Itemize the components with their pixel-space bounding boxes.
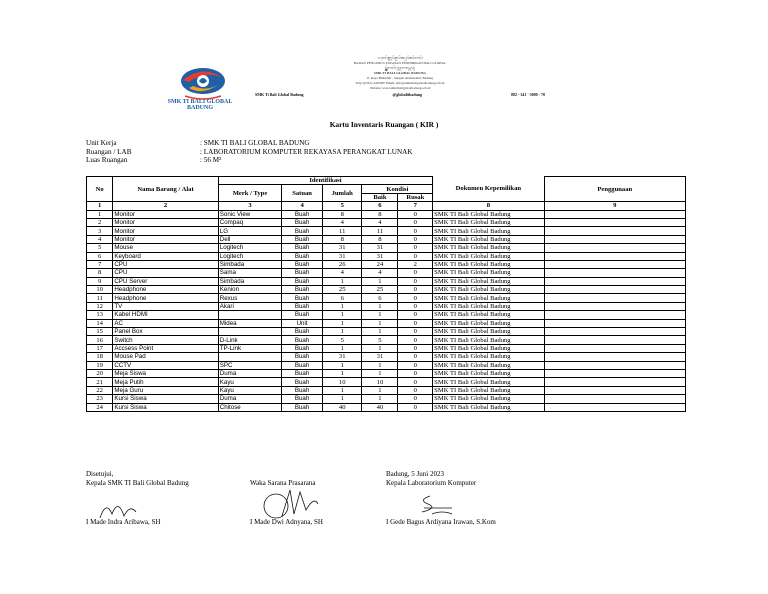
cell-use xyxy=(544,235,685,243)
cell-name: AC xyxy=(113,319,218,327)
col-number: 7 xyxy=(398,202,433,210)
cell-use xyxy=(544,244,685,252)
table-row xyxy=(87,277,686,285)
cell-name: Meja Guru xyxy=(113,386,218,394)
header-name: Nama Barang / Alat xyxy=(113,177,218,202)
cell-brand: Dell xyxy=(218,235,281,243)
cell-good: 10 xyxy=(362,378,398,386)
cell-unit: Buah xyxy=(282,353,323,361)
cell-name: Switch xyxy=(113,336,218,344)
cell-name: Meja Putih xyxy=(113,378,218,386)
cell-good: 11 xyxy=(362,227,398,235)
area-label: Luas Ruangan xyxy=(86,156,128,165)
cell-bad: 0 xyxy=(398,378,433,386)
table-row xyxy=(87,378,686,386)
cell-unit: Buah xyxy=(282,302,323,310)
cell-no: 24 xyxy=(87,403,113,411)
cell-unit: Buah xyxy=(282,252,323,260)
cell-qty: 4 xyxy=(322,269,362,277)
header-qty: Jumlah xyxy=(322,185,362,202)
cell-no: 2 xyxy=(87,218,113,226)
cell-brand: Chitose xyxy=(218,403,281,411)
cell-qty: 1 xyxy=(322,395,362,403)
cell-brand: LG xyxy=(218,227,281,235)
room-value: : LABORATORIUM KOMPUTER REKAYASA PERANGKAT LUNAK xyxy=(200,147,413,156)
header-condition: Kondisi xyxy=(362,185,433,193)
cell-brand: Rexus xyxy=(218,294,281,302)
cell-brand: Kayu xyxy=(218,378,281,386)
cell-good: 1 xyxy=(362,302,398,310)
cell-bad: 0 xyxy=(398,252,433,260)
cell-brand: Logitech xyxy=(218,252,281,260)
cell-qty: 1 xyxy=(322,302,362,310)
cell-good: 31 xyxy=(362,244,398,252)
header-identification: Identifikasi xyxy=(218,177,432,185)
cell-doc: SMK TI Bali Global Badung xyxy=(433,294,544,302)
cell-bad: 0 xyxy=(398,336,433,344)
cell-good: 1 xyxy=(362,319,398,327)
page-title: Kartu Inventaris Ruangan ( KIR ) xyxy=(329,120,439,129)
cell-bad: 0 xyxy=(398,361,433,369)
table-row xyxy=(87,369,686,377)
cell-doc: SMK TI Bali Global Badung xyxy=(433,361,544,369)
letterhead-line: ᬲ᭄ᬫ᭄ᬓ᭄ᬢᬶᬩᬮᬶᬕ᭄ᬮᭀᬩᬮ᭄ᬩᬤᬸᬂ xyxy=(385,66,415,70)
cell-unit: Buah xyxy=(282,361,323,369)
cell-good: 1 xyxy=(362,311,398,319)
cell-bad: 0 xyxy=(398,210,433,218)
cell-bad: 0 xyxy=(398,328,433,336)
room-label: Ruangan / LAB xyxy=(86,147,132,156)
cell-unit: Buah xyxy=(282,311,323,319)
cell-name: Accsess Point xyxy=(113,344,218,352)
lab-head-title: Kepala Laboratorium Komputer xyxy=(386,478,477,487)
cell-name: Headphone xyxy=(113,286,218,294)
letterhead-line: Website: www.smktibaliglobalbadung.sch.id xyxy=(369,86,431,90)
cell-brand: Duma xyxy=(218,369,281,377)
cell-unit: Buah xyxy=(282,294,323,302)
cell-no: 23 xyxy=(87,395,113,403)
cell-unit: Buah xyxy=(282,227,323,235)
inventory-table xyxy=(86,176,686,412)
cell-no: 1 xyxy=(87,210,113,218)
cell-brand xyxy=(218,311,281,319)
cell-qty: 1 xyxy=(322,311,362,319)
cell-unit: Buah xyxy=(282,235,323,243)
cell-bad: 0 xyxy=(398,344,433,352)
table-row xyxy=(87,252,686,260)
cell-use xyxy=(544,286,685,294)
table-row xyxy=(87,210,686,218)
cell-brand: D-Link xyxy=(218,336,281,344)
cell-name: Keyboard xyxy=(113,252,218,260)
table-row xyxy=(87,361,686,369)
table-row xyxy=(87,286,686,294)
cell-doc: SMK TI Bali Global Badung xyxy=(433,369,544,377)
cell-use xyxy=(544,277,685,285)
cell-qty: 40 xyxy=(322,403,362,411)
table-row xyxy=(87,344,686,352)
cell-brand: SPC xyxy=(218,361,281,369)
table-row xyxy=(87,403,686,411)
cell-good: 5 xyxy=(362,336,398,344)
table-row xyxy=(87,235,686,243)
cell-qty: 1 xyxy=(322,344,362,352)
cell-bad: 2 xyxy=(398,260,433,268)
cell-name: Kabel HDMI xyxy=(113,311,218,319)
signature-left xyxy=(86,470,189,487)
cell-bad: 0 xyxy=(398,277,433,285)
cell-bad: 0 xyxy=(398,227,433,235)
cell-good: 1 xyxy=(362,344,398,352)
unit-value: : SMK TI BALI GLOBAL BADUNG xyxy=(200,139,310,147)
contact-instagram: @globalitbadung xyxy=(392,92,423,97)
cell-no: 6 xyxy=(87,252,113,260)
cell-brand: Kenion xyxy=(218,286,281,294)
cell-doc: SMK TI Bali Global Badung xyxy=(433,336,544,344)
cell-bad: 0 xyxy=(398,302,433,310)
cell-name: Monitor xyxy=(113,218,218,226)
cell-bad: 0 xyxy=(398,269,433,277)
cell-doc: SMK TI Bali Global Badung xyxy=(433,386,544,394)
col-number: 3 xyxy=(218,202,281,210)
cell-good: 1 xyxy=(362,361,398,369)
cell-brand: TP-Link xyxy=(218,344,281,352)
table-row xyxy=(87,319,686,327)
cell-good: 8 xyxy=(362,235,398,243)
cell-no: 3 xyxy=(87,227,113,235)
cell-unit: Buah xyxy=(282,386,323,394)
col-number: 1 xyxy=(87,202,113,210)
signature-right xyxy=(386,470,476,487)
cell-good: 1 xyxy=(362,277,398,285)
cell-qty: 1 xyxy=(322,319,362,327)
cell-brand: Kayu xyxy=(218,386,281,394)
cell-use xyxy=(544,218,685,226)
cell-good: 40 xyxy=(362,403,398,411)
cell-qty: 8 xyxy=(322,235,362,243)
cell-use xyxy=(544,260,685,268)
cell-no: 15 xyxy=(87,328,113,336)
cell-good: 31 xyxy=(362,252,398,260)
cell-unit: Buah xyxy=(282,378,323,386)
cell-doc: SMK TI Bali Global Badung xyxy=(433,302,544,310)
unit-label: Unit Kerja xyxy=(86,139,117,147)
cell-no: 16 xyxy=(87,336,113,344)
cell-bad: 0 xyxy=(398,311,433,319)
cell-bad: 0 xyxy=(398,369,433,377)
cell-good: 24 xyxy=(362,260,398,268)
col-number: 6 xyxy=(362,202,398,210)
header-bad: Rusak xyxy=(398,193,433,201)
table-row xyxy=(87,227,686,235)
cell-name: Mouse xyxy=(113,244,218,252)
cell-bad: 0 xyxy=(398,218,433,226)
cell-use xyxy=(544,319,685,327)
cell-doc: SMK TI Bali Global Badung xyxy=(433,252,544,260)
cell-doc: SMK TI Bali Global Badung xyxy=(433,235,544,243)
cell-use xyxy=(544,344,685,352)
area-value: : 56 M² xyxy=(200,156,222,165)
cell-use xyxy=(544,361,685,369)
column-number-row xyxy=(87,202,686,210)
col-number: 2 xyxy=(113,202,218,210)
cell-use xyxy=(544,302,685,310)
principal-title: Kepala SMK TI Bali Global Badung xyxy=(86,478,189,487)
cell-no: 12 xyxy=(87,302,113,310)
cell-use xyxy=(544,336,685,344)
header-document: Dokumen Kepemilikan xyxy=(433,177,544,202)
cell-good: 4 xyxy=(362,269,398,277)
table-row xyxy=(87,353,686,361)
cell-unit: Buah xyxy=(282,395,323,403)
cell-good: 1 xyxy=(362,386,398,394)
header-brand: Merk / Type xyxy=(218,185,281,202)
letterhead-line: ᬧᬫᬾᬭᬶᬦ᭄ᬢᬄᬧᬶᬦ᭄ᬤᬳᬶᬦ᭄ᬧ᭄ᬭᬯᬶᬦ᭄ᬱᬶᬩᬮᬶ xyxy=(377,56,423,60)
cell-good: 1 xyxy=(362,369,398,377)
cell-qty: 1 xyxy=(322,277,362,285)
cell-qty: 4 xyxy=(322,218,362,226)
cell-unit: Buah xyxy=(282,260,323,268)
cell-no: 8 xyxy=(87,269,113,277)
cell-bad: 0 xyxy=(398,395,433,403)
cell-doc: SMK TI Bali Global Badung xyxy=(433,319,544,327)
header-usage: Penggunaan xyxy=(544,177,685,202)
cell-unit: Unit xyxy=(282,319,323,327)
cell-bad: 0 xyxy=(398,319,433,327)
cell-no: 11 xyxy=(87,294,113,302)
cell-no: 5 xyxy=(87,244,113,252)
cell-use xyxy=(544,227,685,235)
cell-brand: Simbada xyxy=(218,260,281,268)
cell-doc: SMK TI Bali Global Badung xyxy=(433,311,544,319)
table-row xyxy=(87,311,686,319)
lab-head-name: I Gede Bagus Ardiyana Irawan, S.Kom xyxy=(386,518,496,526)
cell-qty: 8 xyxy=(322,210,362,218)
cell-qty: 1 xyxy=(322,386,362,394)
cell-use xyxy=(544,369,685,377)
col-number: 5 xyxy=(322,202,362,210)
contact-school: SMK Ti Bali Global Badung xyxy=(255,92,304,97)
cell-good: 6 xyxy=(362,294,398,302)
cell-brand: Compaq xyxy=(218,218,281,226)
contact-phone: 082 - 341 - 3000 - 70 xyxy=(511,92,545,97)
cell-use xyxy=(544,353,685,361)
cell-use xyxy=(544,386,685,394)
cell-name: Headphone xyxy=(113,294,218,302)
cell-qty: 25 xyxy=(322,286,362,294)
cell-bad: 0 xyxy=(398,235,433,243)
cell-use xyxy=(544,252,685,260)
cell-good: 1 xyxy=(362,328,398,336)
cell-no: 10 xyxy=(87,286,113,294)
cell-unit: Buah xyxy=(282,328,323,336)
cell-use xyxy=(544,210,685,218)
inventory-rows xyxy=(87,210,686,411)
table-row xyxy=(87,336,686,344)
cell-no: 18 xyxy=(87,353,113,361)
cell-good: 8 xyxy=(362,210,398,218)
cell-unit: Buah xyxy=(282,244,323,252)
cell-doc: SMK TI Bali Global Badung xyxy=(433,344,544,352)
cell-doc: SMK TI Bali Global Badung xyxy=(433,328,544,336)
cell-name: Kursi Siswa xyxy=(113,403,218,411)
cell-unit: Buah xyxy=(282,336,323,344)
cell-unit: Buah xyxy=(282,369,323,377)
cell-no: 7 xyxy=(87,260,113,268)
approved-label: Disetujui, xyxy=(86,470,114,478)
cell-brand: Simbada xyxy=(218,277,281,285)
cell-no: 22 xyxy=(87,386,113,394)
cell-bad: 0 xyxy=(398,244,433,252)
letterhead-line: BADAN PENGURUS YAYASAN PENDIDIKAN BALI GLOBAL xyxy=(353,61,447,65)
cell-doc: SMK TI Bali Global Badung xyxy=(433,218,544,226)
cell-use xyxy=(544,269,685,277)
waka-title: Waka Sarana Prasarana xyxy=(250,479,316,487)
cell-unit: Buah xyxy=(282,210,323,218)
letterhead-contact xyxy=(255,92,545,97)
table-row xyxy=(87,302,686,310)
cell-qty: 6 xyxy=(322,294,362,302)
cell-unit: Buah xyxy=(282,218,323,226)
letterhead-line: Jl. Raya Blahkiuh - Sangeh Abiansemal, Badung xyxy=(366,76,434,80)
principal-name: I Made Indra Aribawa, SH xyxy=(86,518,161,526)
cell-name: CCTV xyxy=(113,361,218,369)
cell-no: 13 xyxy=(87,311,113,319)
cell-unit: Buah xyxy=(282,403,323,411)
waka-name: I Made Dwi Adnyana, SH xyxy=(250,518,323,526)
cell-doc: SMK TI Bali Global Badung xyxy=(433,260,544,268)
cell-qty: 1 xyxy=(322,328,362,336)
cell-name: Kursi Siswa xyxy=(113,395,218,403)
cell-doc: SMK TI Bali Global Badung xyxy=(433,286,544,294)
table-row xyxy=(87,244,686,252)
col-number: 9 xyxy=(544,202,685,210)
cell-name: Monitor xyxy=(113,227,218,235)
cell-qty: 10 xyxy=(322,378,362,386)
cell-no: 19 xyxy=(87,361,113,369)
col-number: 8 xyxy=(433,202,544,210)
cell-no: 17 xyxy=(87,344,113,352)
cell-doc: SMK TI Bali Global Badung xyxy=(433,277,544,285)
cell-good: 4 xyxy=(362,218,398,226)
cell-brand xyxy=(218,328,281,336)
cell-doc: SMK TI Bali Global Badung xyxy=(433,244,544,252)
table-row xyxy=(87,328,686,336)
header-good: Baik xyxy=(362,193,398,201)
signature-scribble-mid xyxy=(256,486,326,522)
cell-qty: 26 xyxy=(322,260,362,268)
cell-doc: SMK TI Bali Global Badung xyxy=(433,378,544,386)
cell-bad: 0 xyxy=(398,286,433,294)
sign-date: Badung, 5 Juni 2023 xyxy=(386,470,444,478)
cell-brand: Logitech xyxy=(218,244,281,252)
school-logo xyxy=(145,66,255,114)
cell-name: Meja Siswa xyxy=(113,369,218,377)
col-number: 4 xyxy=(282,202,323,210)
cell-name: CPU xyxy=(113,260,218,268)
cell-qty: 5 xyxy=(322,336,362,344)
cell-qty: 31 xyxy=(322,252,362,260)
cell-bad: 0 xyxy=(398,294,433,302)
cell-bad: 0 xyxy=(398,403,433,411)
cell-name: Monitor xyxy=(113,235,218,243)
cell-doc: SMK TI Bali Global Badung xyxy=(433,395,544,403)
cell-name: CPU xyxy=(113,269,218,277)
table-row xyxy=(87,294,686,302)
table-row xyxy=(87,269,686,277)
cell-name: CPU Server xyxy=(113,277,218,285)
cell-name: Monitor xyxy=(113,210,218,218)
cell-no: 14 xyxy=(87,319,113,327)
cell-brand: Midea xyxy=(218,319,281,327)
cell-good: 1 xyxy=(362,395,398,403)
cell-use xyxy=(544,311,685,319)
cell-qty: 31 xyxy=(322,244,362,252)
letterhead-text xyxy=(255,56,545,97)
cell-use xyxy=(544,294,685,302)
cell-doc: SMK TI Bali Global Badung xyxy=(433,227,544,235)
header-unit: Satuan xyxy=(282,185,323,202)
cell-no: 21 xyxy=(87,378,113,386)
cell-unit: Buah xyxy=(282,286,323,294)
cell-unit: Buah xyxy=(282,269,323,277)
cell-doc: SMK TI Bali Global Badung xyxy=(433,353,544,361)
cell-doc: SMK TI Bali Global Badung xyxy=(433,269,544,277)
letterhead-line: Telp: (0361) 4410987 Email: info@smktibaliglobalbadung.sch.id xyxy=(355,81,445,85)
cell-brand: Sonic View xyxy=(218,210,281,218)
table-row xyxy=(87,218,686,226)
cell-use xyxy=(544,328,685,336)
cell-name: TV xyxy=(113,302,218,310)
cell-qty: 31 xyxy=(322,353,362,361)
cell-no: 4 xyxy=(87,235,113,243)
cell-use xyxy=(544,395,685,403)
cell-doc: SMK TI Bali Global Badung xyxy=(433,210,544,218)
cell-brand: Akari xyxy=(218,302,281,310)
cell-name: Panel Box xyxy=(113,328,218,336)
room-info xyxy=(86,139,413,165)
letterhead-line: SMK TI BALI GLOBAL BADUNG xyxy=(374,71,426,75)
table-row xyxy=(87,395,686,403)
cell-name: Mouse Pad xyxy=(113,353,218,361)
cell-unit: Buah xyxy=(282,277,323,285)
cell-use xyxy=(544,403,685,411)
cell-bad: 0 xyxy=(398,386,433,394)
school-name-logo: SMK TI BALI GLOBAL BADUNG xyxy=(167,99,233,111)
cell-brand: Sama xyxy=(218,269,281,277)
cell-brand: Duma xyxy=(218,395,281,403)
cell-qty: 1 xyxy=(322,369,362,377)
table-row xyxy=(87,260,686,268)
cell-use xyxy=(544,378,685,386)
cell-qty: 1 xyxy=(322,361,362,369)
cell-unit: Buah xyxy=(282,344,323,352)
cell-no: 9 xyxy=(87,277,113,285)
cell-bad: 0 xyxy=(398,353,433,361)
cell-good: 25 xyxy=(362,286,398,294)
signature-scribble-right xyxy=(412,490,462,518)
table-row xyxy=(87,386,686,394)
cell-good: 31 xyxy=(362,353,398,361)
cell-brand xyxy=(218,353,281,361)
cell-no: 20 xyxy=(87,369,113,377)
cell-qty: 11 xyxy=(322,227,362,235)
cell-doc: SMK TI Bali Global Badung xyxy=(433,403,544,411)
header-no: No xyxy=(87,177,113,202)
